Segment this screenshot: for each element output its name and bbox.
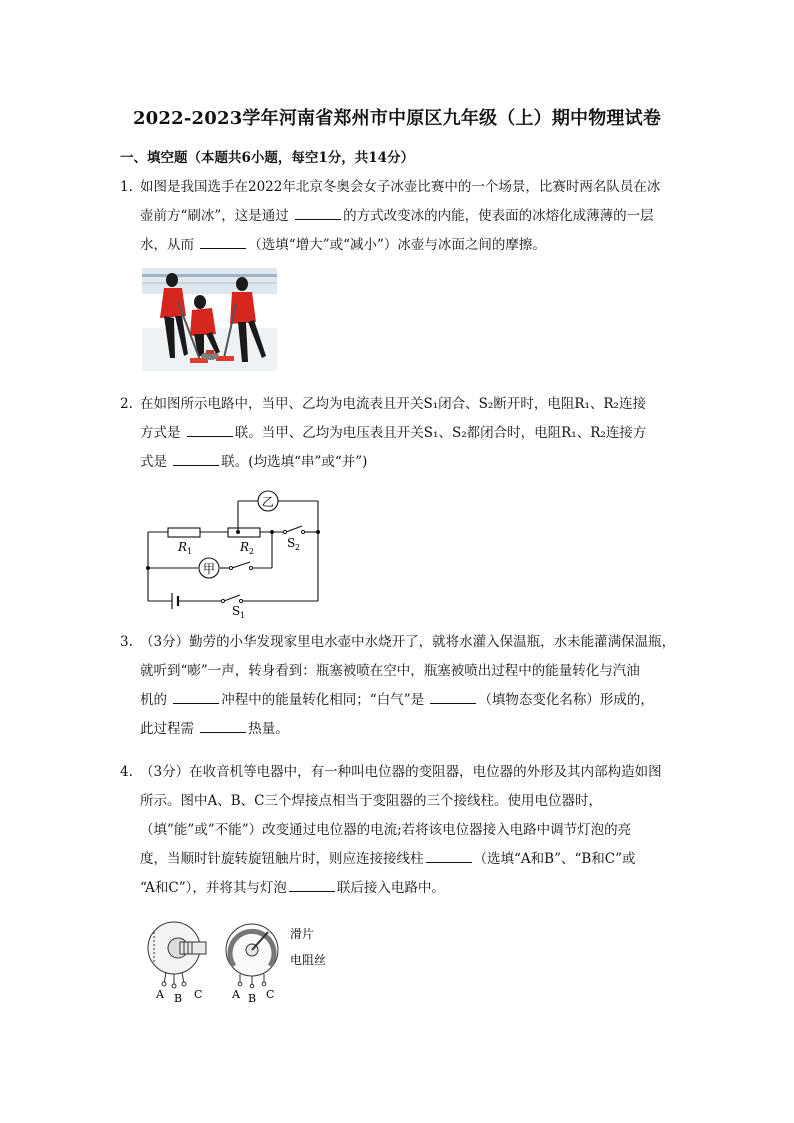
question-text: （填物态变化名称）形成的， xyxy=(478,692,654,708)
section-heading: 一、填空题（本题共6小题，每空1分，共14分） xyxy=(120,150,415,166)
pin-c-label: C xyxy=(266,988,275,1001)
question-number: 1. xyxy=(120,179,133,195)
answer-blank[interactable] xyxy=(430,689,476,704)
curling-photo xyxy=(142,268,277,371)
question-1 xyxy=(120,173,680,260)
question-text: 所示。图中A、B、C三个焊接点相当于变阻器的三个接线柱。使用电位器时， xyxy=(140,793,602,809)
answer-blank[interactable] xyxy=(426,848,472,863)
pin-a-label: A xyxy=(232,988,240,1001)
meter-jia-label: 甲 xyxy=(202,562,216,576)
answer-blank[interactable] xyxy=(187,422,233,437)
question-text: 此过程需 xyxy=(140,721,194,737)
answer-blank[interactable] xyxy=(173,689,219,704)
r1-sub: 1 xyxy=(187,547,193,556)
question-text: 热量。 xyxy=(248,721,289,737)
pin-b-label: B xyxy=(174,992,183,1005)
r2-label: R xyxy=(240,540,250,554)
question-text: 壶前方“刷冰”，这是通过 xyxy=(140,208,289,224)
s2-sub: 2 xyxy=(295,543,301,552)
question-text: 方式是 xyxy=(140,425,181,441)
slider-label: 滑片 xyxy=(290,927,315,941)
circuit-diagram xyxy=(140,484,330,623)
pin-a-label: A xyxy=(156,988,164,1001)
question-4 xyxy=(120,758,680,903)
question-text: 就听到“嘭”一声，转身看到：瓶塞被喷在空中，瓶塞被喷出过程中的能量转化与汽油 xyxy=(140,663,640,679)
question-text: （选填“增大”或“减小”）冰壶与冰面之间的摩擦。 xyxy=(248,237,546,253)
r1-label: R xyxy=(178,540,188,554)
question-text: 机的 xyxy=(140,692,167,708)
answer-blank[interactable] xyxy=(200,234,246,249)
question-text: 如图是我国选手在2022年北京冬奥会女子冰壶比赛中的一个场景，比赛时两名队员在冰 xyxy=(140,179,661,195)
s1-label: S xyxy=(232,604,241,618)
potentiometer-exterior xyxy=(148,922,206,988)
question-number: 4. xyxy=(120,764,133,780)
answer-blank[interactable] xyxy=(289,877,335,892)
question-number: 2. xyxy=(120,396,133,412)
answer-blank[interactable] xyxy=(200,718,246,733)
question-2 xyxy=(120,390,680,477)
question-text: 的方式改变冰的内能，使表面的冰熔化成薄薄的一层 xyxy=(343,208,654,224)
question-text: 联后接入电路中。 xyxy=(336,880,445,896)
question-text: （选填“A和B”、“B和C”或 xyxy=(473,851,636,867)
answer-blank[interactable] xyxy=(295,205,341,220)
question-text: 联。(均选填“串”或“并”) xyxy=(221,454,368,470)
question-text: （3分）勤劳的小华发现家里电水壶中水烧开了，就将水灌入保温瓶，水未能灌满保温瓶， xyxy=(140,634,676,650)
s1-sub: 1 xyxy=(240,611,246,619)
question-text: （3分）在收音机等电器中，有一种叫电位器的变阻器，电位器的外形及其内部构造如图 xyxy=(140,764,662,780)
pin-b-label: B xyxy=(248,992,257,1005)
potentiometer-figure xyxy=(140,918,360,1012)
meter-yi-label: 乙 xyxy=(261,495,275,509)
question-3 xyxy=(120,628,680,744)
question-text: “A和C”），并将其与灯泡 xyxy=(140,880,287,896)
exam-title: 2022-2023学年河南省郑州市中原区九年级（上）期中物理试卷 xyxy=(132,108,662,129)
resistance-wire-label: 电阻丝 xyxy=(290,953,327,967)
potentiometer-interior xyxy=(226,924,278,988)
r2-sub: 2 xyxy=(249,547,255,556)
answer-blank[interactable] xyxy=(173,451,219,466)
question-text: 水，从而 xyxy=(140,237,194,253)
question-text: 式是 xyxy=(140,454,167,470)
question-text: （填”能”或”不能”）改变通过电位器的电流;若将该电位器接入电路中调节灯泡的亮 xyxy=(140,822,632,838)
question-text: 度，当顺时针旋转旋钮触片时，则应连接接线柱 xyxy=(140,851,424,867)
pin-c-label: C xyxy=(194,988,203,1001)
question-text: 在如图所示电路中，当甲、乙均为电流表且开关S₁闭合、S₂断开时，电阻R₁、R₂连接 xyxy=(140,396,646,412)
s2-label: S xyxy=(287,536,296,550)
question-text: 联。当甲、乙均为电压表且开关S₁、S₂都闭合时，电阻R₁、R₂连接方 xyxy=(234,425,647,441)
question-number: 3. xyxy=(120,634,133,650)
question-text: 冲程中的能量转化相同；“白气”是 xyxy=(221,692,425,708)
